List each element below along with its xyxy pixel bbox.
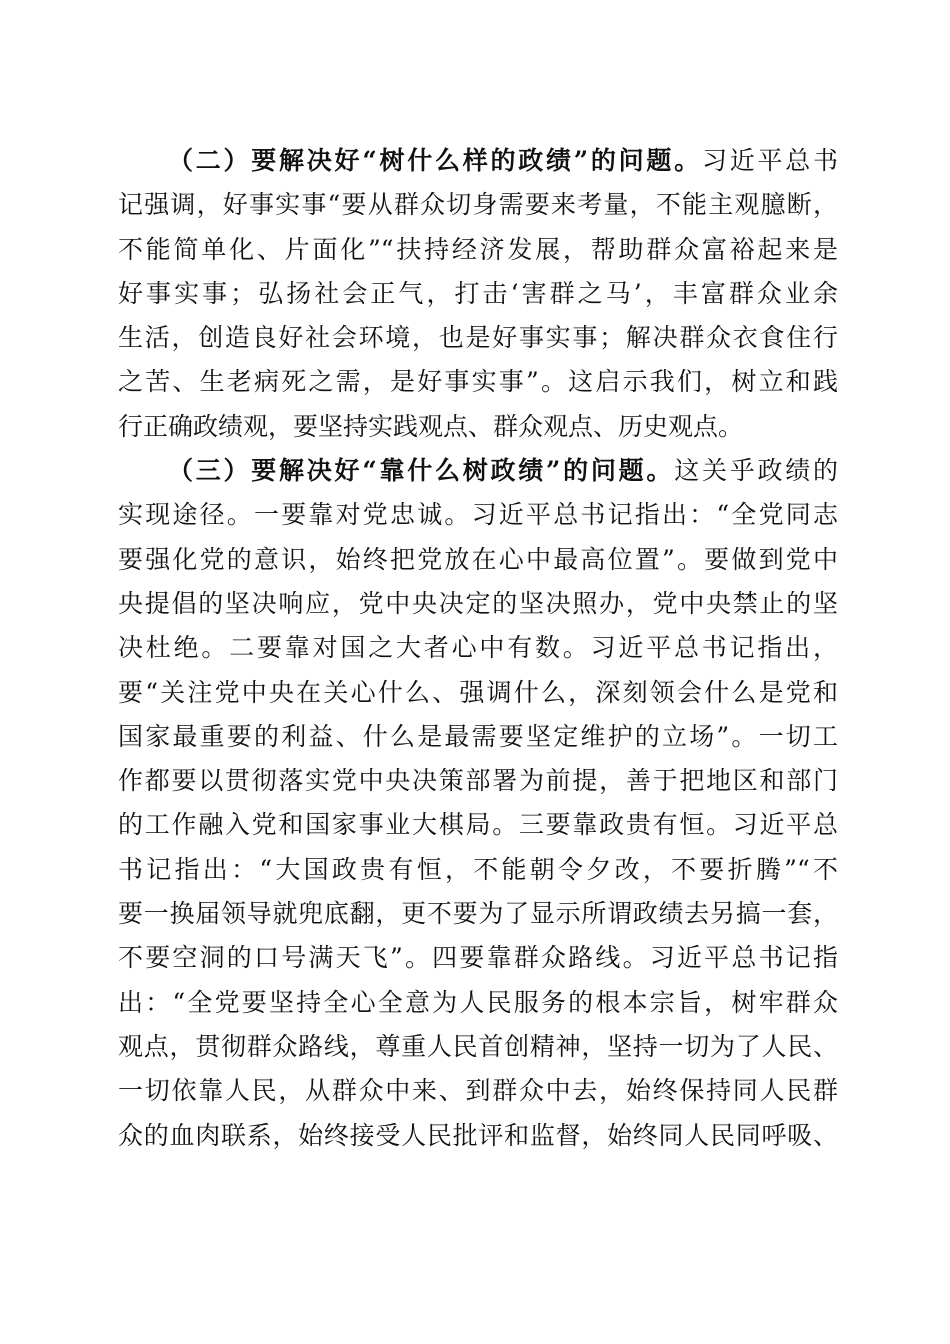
paragraph-2-line: 不能简单化、片面化”“扶持经济发展，帮助群众富裕起来是 xyxy=(118,234,838,264)
paragraph-2-line: 行正确政绩观，要坚持实践观点、群众观点、历史观点。 xyxy=(118,411,744,441)
paragraph-2-line-1 xyxy=(118,139,838,183)
paragraph-3-line: 要强化党的意识，始终把党放在心中最高位置”。要做到党中 xyxy=(118,544,838,574)
paragraph-3-line: 央提倡的坚决响应，党中央决定的坚决照办，党中央禁止的坚 xyxy=(118,588,838,618)
paragraph-3-line-1-text: 这关乎政绩的 xyxy=(674,456,838,486)
paragraph-2-line: 好事实事；弘扬社会正气，打击‘害群之马’，丰富群众业余 xyxy=(118,278,838,308)
paragraph-3-line: 作都要以贯彻落实党中央决策部署为前提，善于把地区和部门 xyxy=(118,766,838,796)
paragraph-3-line: 要“关注党中央在关心什么、强调什么，深刻领会什么是党和 xyxy=(118,677,838,707)
section-3-heading: （三）要解决好“靠什么树政绩”的问题。 xyxy=(168,456,675,486)
document-body xyxy=(118,139,838,1158)
paragraph-2-line: 记强调，好事实事“要从群众切身需要来考量，不能主观臆断， xyxy=(118,190,838,220)
paragraph-3-line: 观点，贯彻群众路线，尊重人民首创精神，坚持一切为了人民、 xyxy=(118,1031,838,1061)
paragraph-3-line: 书记指出：“大国政贵有恒，不能朝令夕改，不要折腾”“不 xyxy=(118,854,838,884)
paragraph-3-line: 出：“全党要坚持全心全意为人民服务的根本宗旨，树牢群众 xyxy=(118,987,838,1017)
section-2-heading: （二）要解决好“树什么样的政绩”的问题。 xyxy=(168,146,702,175)
paragraph-3-line-1 xyxy=(118,449,838,493)
paragraph-2-line-1-text: 习近平总书 xyxy=(701,146,838,175)
paragraph-3-line: 众的血肉联系，始终接受人民批评和监督，始终同人民同呼吸、 xyxy=(118,1120,838,1150)
paragraph-3-line: 国家最重要的利益、什么是最需要坚定维护的立场”。一切工 xyxy=(118,721,838,751)
paragraph-3-line: 要一换届领导就兜底翻，更不要为了显示所谓政绩去另搞一套， xyxy=(118,899,838,929)
paragraph-3-line: 决杜绝。二要靠对国之大者心中有数。习近平总书记指出， xyxy=(118,633,838,663)
paragraph-3-line: 不要空洞的口号满天飞”。四要靠群众路线。习近平总书记指 xyxy=(118,943,838,973)
paragraph-3-line: 一切依靠人民，从群众中来、到群众中去，始终保持同人民群 xyxy=(118,1076,838,1106)
paragraph-2-line: 之苦、生老病死之需，是好事实事”。这启示我们，树立和践 xyxy=(118,367,838,397)
paragraph-2-line: 生活，创造良好社会环境，也是好事实事；解决群众衣食住行 xyxy=(118,323,838,353)
paragraph-3-line: 实现途径。一要靠对党忠诚。习近平总书记指出：“全党同志 xyxy=(118,500,838,530)
paragraph-3-line: 的工作融入党和国家事业大棋局。三要靠政贵有恒。习近平总 xyxy=(118,810,838,840)
